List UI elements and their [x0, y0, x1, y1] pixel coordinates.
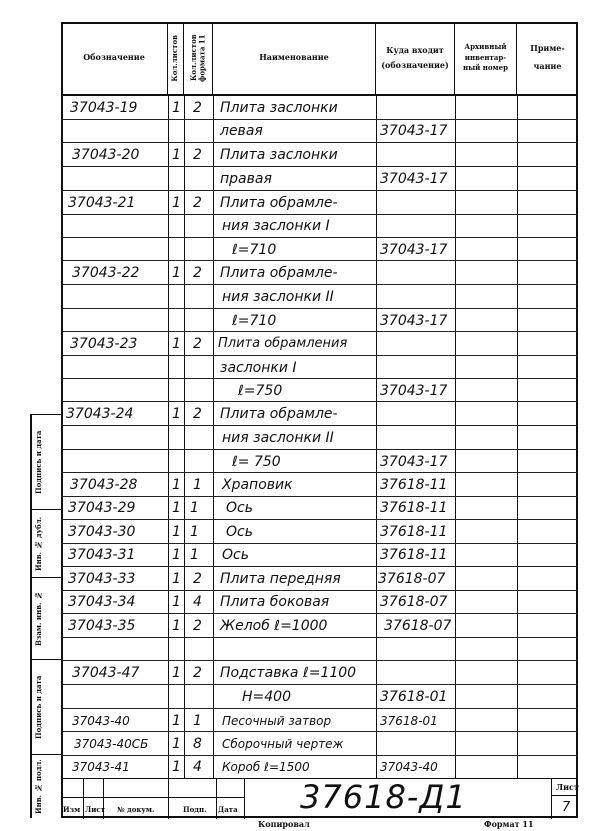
row-designation: 37043-29	[68, 500, 136, 516]
row-designation: 37043-47	[72, 665, 140, 681]
row-format: 2	[193, 265, 202, 281]
row-name: ℓ=750	[238, 383, 283, 399]
row-designation: 37043-40	[72, 714, 130, 728]
row-format: 2	[193, 336, 202, 352]
row-name: Плита обрамле-	[220, 406, 338, 422]
row-name: правая	[220, 171, 272, 187]
footer-copied: Копировал	[258, 819, 310, 829]
row-sheets: 1	[172, 477, 181, 493]
row-name: ния заслонки I	[222, 218, 330, 234]
row-format: 2	[193, 618, 202, 634]
row-where-used: 37618-11	[380, 524, 448, 540]
row-name: Ось	[226, 524, 253, 540]
row-sheets: 1	[172, 500, 181, 516]
side-cell	[32, 660, 61, 755]
row-name: ℓ= 750	[232, 454, 281, 470]
row-designation: 37043-30	[68, 524, 136, 540]
row-name: Храповик	[222, 477, 293, 493]
side-label: Подпись и дата	[34, 675, 43, 739]
footer-format: Формат 11	[484, 819, 534, 829]
title-block-divider	[244, 779, 245, 819]
row-name: Желоб ℓ=1000	[220, 618, 328, 634]
title-block-divider	[83, 779, 84, 819]
header-name: Наименование	[213, 22, 376, 94]
row-format: 8	[193, 736, 202, 752]
row-sheets: 1	[172, 100, 181, 116]
row-format: 4	[193, 759, 202, 775]
side-cell	[32, 510, 61, 578]
side-cell	[32, 415, 61, 510]
row-name: Ось	[226, 500, 253, 516]
row-where-used: 37618-11	[380, 547, 448, 563]
row-name: заслонки I	[220, 360, 297, 376]
row-sheets: 1	[172, 406, 181, 422]
row-designation: 37043-40СБ	[74, 737, 149, 751]
sheet-label: Лист	[556, 782, 579, 792]
header-divider	[61, 94, 578, 96]
row-sheets: 1	[172, 713, 181, 729]
row-name: Плита передняя	[220, 571, 341, 587]
side-label: Взам. инв. №	[34, 591, 43, 647]
row-sheets: 1	[172, 524, 181, 540]
row-designation: 37043-19	[70, 100, 138, 116]
row-name: ния заслонки II	[222, 430, 334, 446]
row-format: 2	[193, 406, 202, 422]
title-block-divider	[551, 795, 578, 796]
row-designation: 37043-35	[68, 618, 136, 634]
row-format: 1	[190, 524, 199, 540]
row-sheets: 1	[172, 571, 181, 587]
header-note: Приме- чание	[530, 43, 565, 71]
sheet-number: 7	[562, 800, 571, 815]
header-designation: Обозначение	[61, 22, 168, 94]
header-where-used: Куда входит (обозначение)	[376, 22, 455, 94]
row-name: Плита заслонки	[220, 147, 338, 163]
label-list: Лист	[85, 805, 105, 814]
label-date: Дата	[218, 805, 238, 814]
row-where-used: 37618-11	[380, 477, 448, 493]
row-name: Плита заслонки	[220, 100, 338, 116]
row-where-used: 37618-01	[380, 689, 448, 705]
document-code: 37618-Д1	[300, 778, 467, 816]
row-sheets: 1	[172, 147, 181, 163]
row-where-used: 37618-07	[378, 571, 446, 587]
row-name: Плита обрамления	[218, 336, 348, 351]
row-name: левая	[220, 123, 263, 139]
row-sheets: 1	[172, 265, 181, 281]
side-stamp-strip	[30, 414, 61, 818]
col-line	[184, 94, 185, 778]
row-sheets: 1	[172, 759, 181, 775]
row-name: ния заслонки II	[222, 289, 334, 305]
col-line	[455, 94, 456, 778]
header-qty-sheets: Кол.листов	[168, 22, 184, 94]
row-where-used: 37043-17	[380, 454, 448, 470]
row-name: Сборочный чертеж	[222, 737, 344, 751]
col-line	[517, 94, 518, 778]
row-name: Плита боковая	[220, 594, 330, 610]
row-name: Подставка ℓ=1100	[220, 665, 357, 681]
row-where-used: 37043-17	[380, 313, 448, 329]
row-designation: 37043-23	[70, 336, 138, 352]
row-format: 4	[193, 594, 202, 610]
row-designation: 37043-28	[70, 477, 138, 493]
header-archive: Архивный инвентар- ный номер	[455, 22, 517, 94]
row-where-used: 37618-11	[380, 500, 448, 516]
row-sheets: 1	[172, 665, 181, 681]
title-block-divider	[168, 779, 169, 819]
side-cell	[32, 578, 61, 660]
row-sheets: 1	[172, 195, 181, 211]
row-name: H=400	[242, 689, 291, 705]
row-designation: 37043-31	[68, 547, 136, 563]
row-sheets: 1	[172, 594, 181, 610]
label-izm: Изм	[63, 805, 81, 814]
side-label: Подпись и дата	[34, 430, 43, 494]
row-format: 1	[190, 547, 199, 563]
row-name: Плита обрамле-	[220, 265, 338, 281]
row-format: 1	[193, 713, 202, 729]
row-format: 2	[193, 195, 202, 211]
row-format: 1	[193, 477, 202, 493]
title-block-divider	[216, 779, 217, 819]
side-label: Инв. № дубл.	[34, 516, 43, 572]
col-line	[168, 94, 169, 778]
row-designation: 37043-20	[72, 147, 140, 163]
row-where-used: 37043-17	[380, 123, 448, 139]
row-format: 2	[193, 100, 202, 116]
row-designation: 37043-22	[72, 265, 140, 281]
row-designation: 37043-21	[68, 195, 136, 211]
col-line	[376, 94, 377, 778]
row-where-used: 37043-17	[380, 171, 448, 187]
col-line	[213, 94, 214, 778]
row-where-used: 37618-07	[380, 594, 448, 610]
row-name: Песочный затвор	[222, 714, 332, 728]
row-designation: 37043-33	[68, 571, 136, 587]
row-sheets: 1	[172, 547, 181, 563]
row-name: ℓ=710	[232, 313, 277, 329]
side-label: Инв. № подл.	[34, 759, 43, 815]
row-name: Плита обрамле-	[220, 195, 338, 211]
row-format: 2	[193, 147, 202, 163]
row-sheets: 1	[172, 618, 181, 634]
row-format: 1	[190, 500, 199, 516]
side-cell	[32, 755, 61, 817]
row-designation: 37043-41	[72, 760, 130, 774]
row-name: Короб ℓ=1500	[222, 760, 310, 774]
row-format: 2	[193, 571, 202, 587]
row-designation: 37043-24	[66, 406, 134, 422]
label-sign: Подп.	[183, 805, 207, 814]
row-sheets: 1	[172, 736, 181, 752]
row-name: Ось	[222, 547, 249, 563]
label-doc-no: № докум.	[117, 805, 155, 814]
title-block-divider	[551, 779, 552, 819]
row-where-used: 37618-01	[380, 714, 438, 728]
row-where-used: 37043-17	[380, 383, 448, 399]
row-where-used: 37043-40	[380, 760, 438, 774]
row-format: 2	[193, 665, 202, 681]
row-where-used: 37618-07	[384, 618, 452, 634]
row-where-used: 37043-17	[380, 242, 448, 258]
row-name: ℓ=710	[232, 242, 277, 258]
header-qty-format: Кол.листов формата 11	[184, 22, 213, 94]
row-designation: 37043-34	[68, 594, 136, 610]
row-sheets: 1	[172, 336, 181, 352]
